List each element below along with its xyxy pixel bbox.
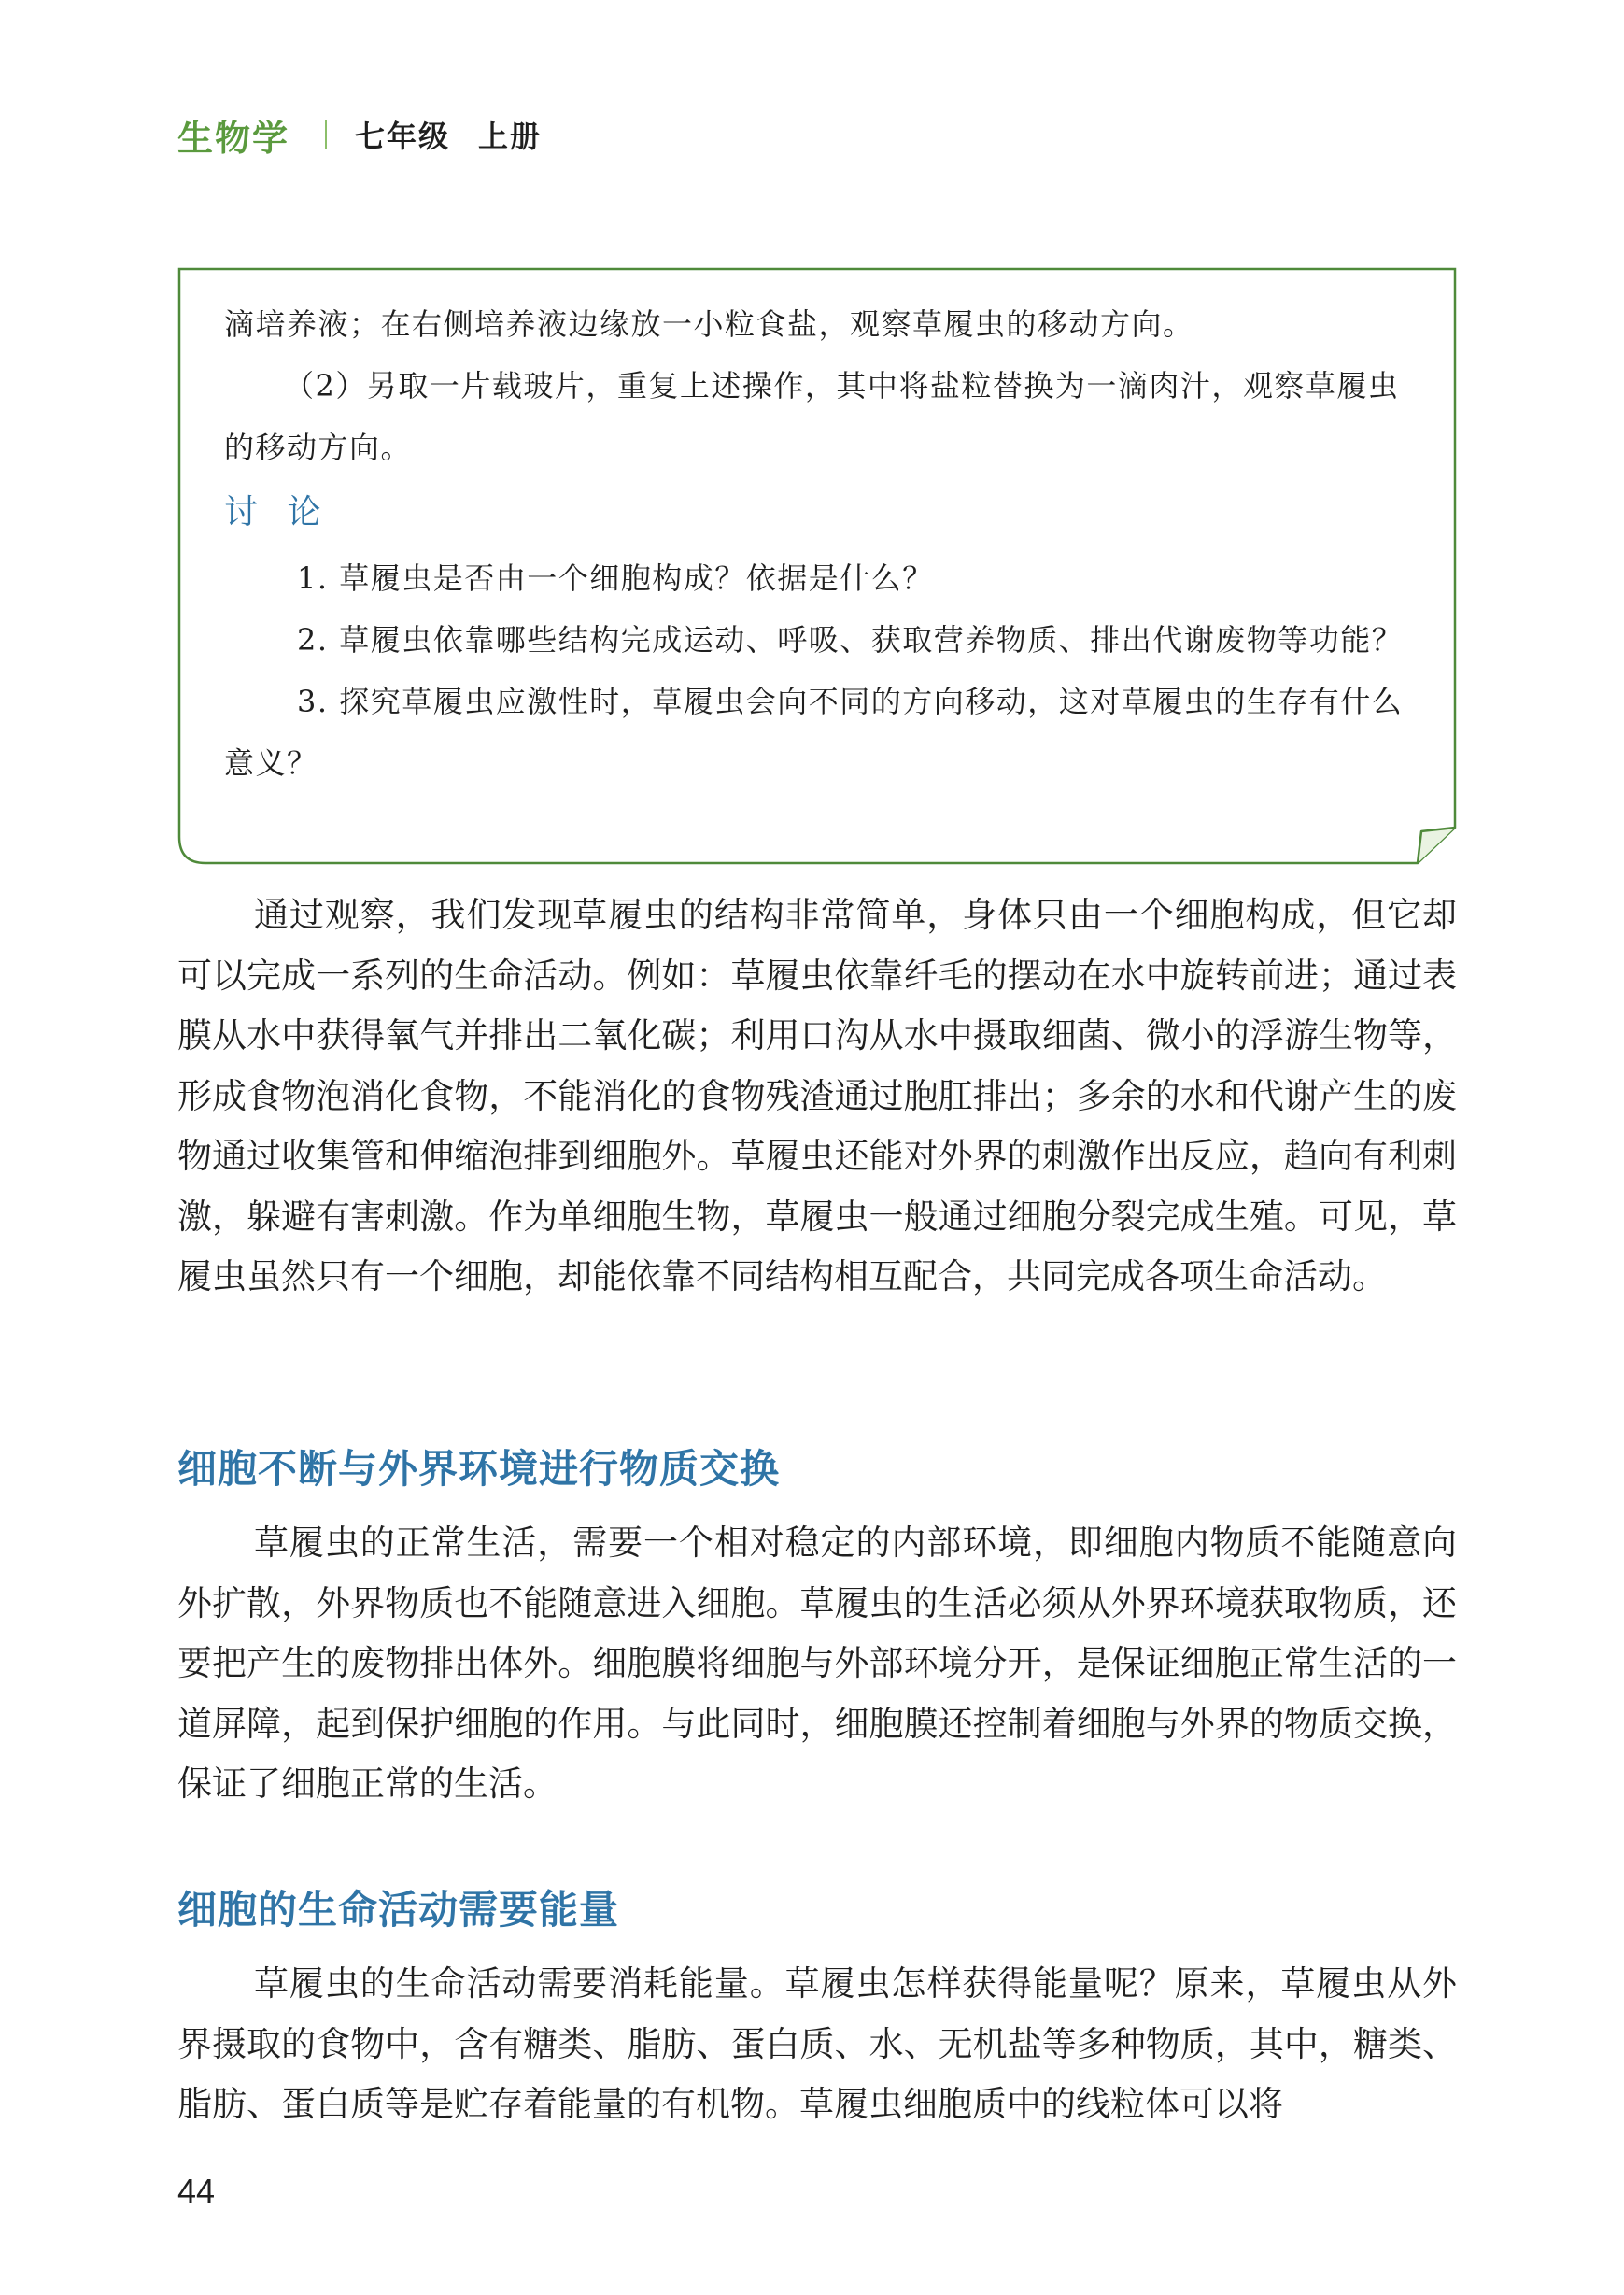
grade-label bbox=[355, 113, 542, 156]
discussion-question-1: 1. 草履虫是否由一个细胞构成？依据是什么？ bbox=[297, 560, 934, 596]
inquiry-activity-box bbox=[177, 267, 1457, 865]
section-heading-energy: 细胞的生命活动需要能量 bbox=[177, 1887, 620, 1933]
procedure-step-2: （2）另取一片载玻片，重复上述操作，其中将盐粒替换为一滴肉汁，观察草履虫的移动方向。 bbox=[224, 368, 1400, 465]
procedure-line: 滴培养液；在右侧培养液边缘放一小粒食盐，观察草履虫的移动方向。 bbox=[224, 306, 1194, 342]
discussion-question-2: 2. 草履虫依靠哪些结构完成运动、呼吸、获取营养物质、排出代谢废物等功能？ bbox=[297, 622, 1404, 658]
paragraph-cell-membrane: 草履虫的正常生活，需要一个相对稳定的内部环境，即细胞内物质不能随意向外扩散，外界物质也不能随意进入细胞。草履虫的生活必须从外界环境获取物质，还要把产生的废物排出体外。细胞膜将细胞与外部环境分开，是保证细胞正常生活的一道屏障，起到保护细胞的作用。与此同时，细胞膜还控制着细胞与外界的物质交换，保证了细胞正常的生活。 bbox=[177, 1523, 1457, 1804]
discussion-question-3: 3. 探究草履虫应激性时，草履虫会向不同的方向移动，这对草履虫的生存有什么意义？ bbox=[224, 684, 1404, 781]
section-heading-material-exchange: 细胞不断与外界环境进行物质交换 bbox=[177, 1446, 781, 1492]
page-number: 44 bbox=[177, 2172, 216, 2210]
grade-text: 七年级 bbox=[355, 119, 451, 154]
paragraph-paramecium-structure: 通过观察，我们发现草履虫的结构非常简单，身体只由一个细胞构成，但它却可以完成一系列的生命活动。例如：草履虫依靠纤毛的摆动在水中旋转前进；通过表膜从水中获得氧气并排出二氧化碳；利用口沟从水中摄取细菌、微小的浮游生物等，形成食物泡消化食物，不能消化的食物残渣通过胞肛排出；多余的水和代谢产生的废物通过收集管和伸缩泡排到细胞外。草履虫还能对外界的刺激作出反应，趋向有利刺激，躲避有害刺激。作为单细胞生物，草履虫一般通过细胞分裂完成生殖。可见，草履虫虽然只有一个细胞，却能依靠不同结构相互配合，共同完成各项生命活动。 bbox=[177, 895, 1457, 1296]
volume-text: 上册 bbox=[478, 119, 543, 154]
subject-title: 生物学 bbox=[177, 117, 290, 159]
discussion-title: 讨 论 bbox=[224, 493, 331, 531]
header-divider bbox=[325, 120, 327, 149]
running-header bbox=[177, 110, 542, 159]
activity-box-content bbox=[224, 293, 1429, 794]
paragraph-energy: 草履虫的生命活动需要消耗能量。草履虫怎样获得能量呢？原来，草履虫从外界摄取的食物中，含有糖类、脂肪、蛋白质、水、无机盐等多种物质，其中，糖类、脂肪、蛋白质等是贮存着能量的有机物。草履虫细胞质中的线粒体可以将 bbox=[177, 1963, 1457, 2124]
